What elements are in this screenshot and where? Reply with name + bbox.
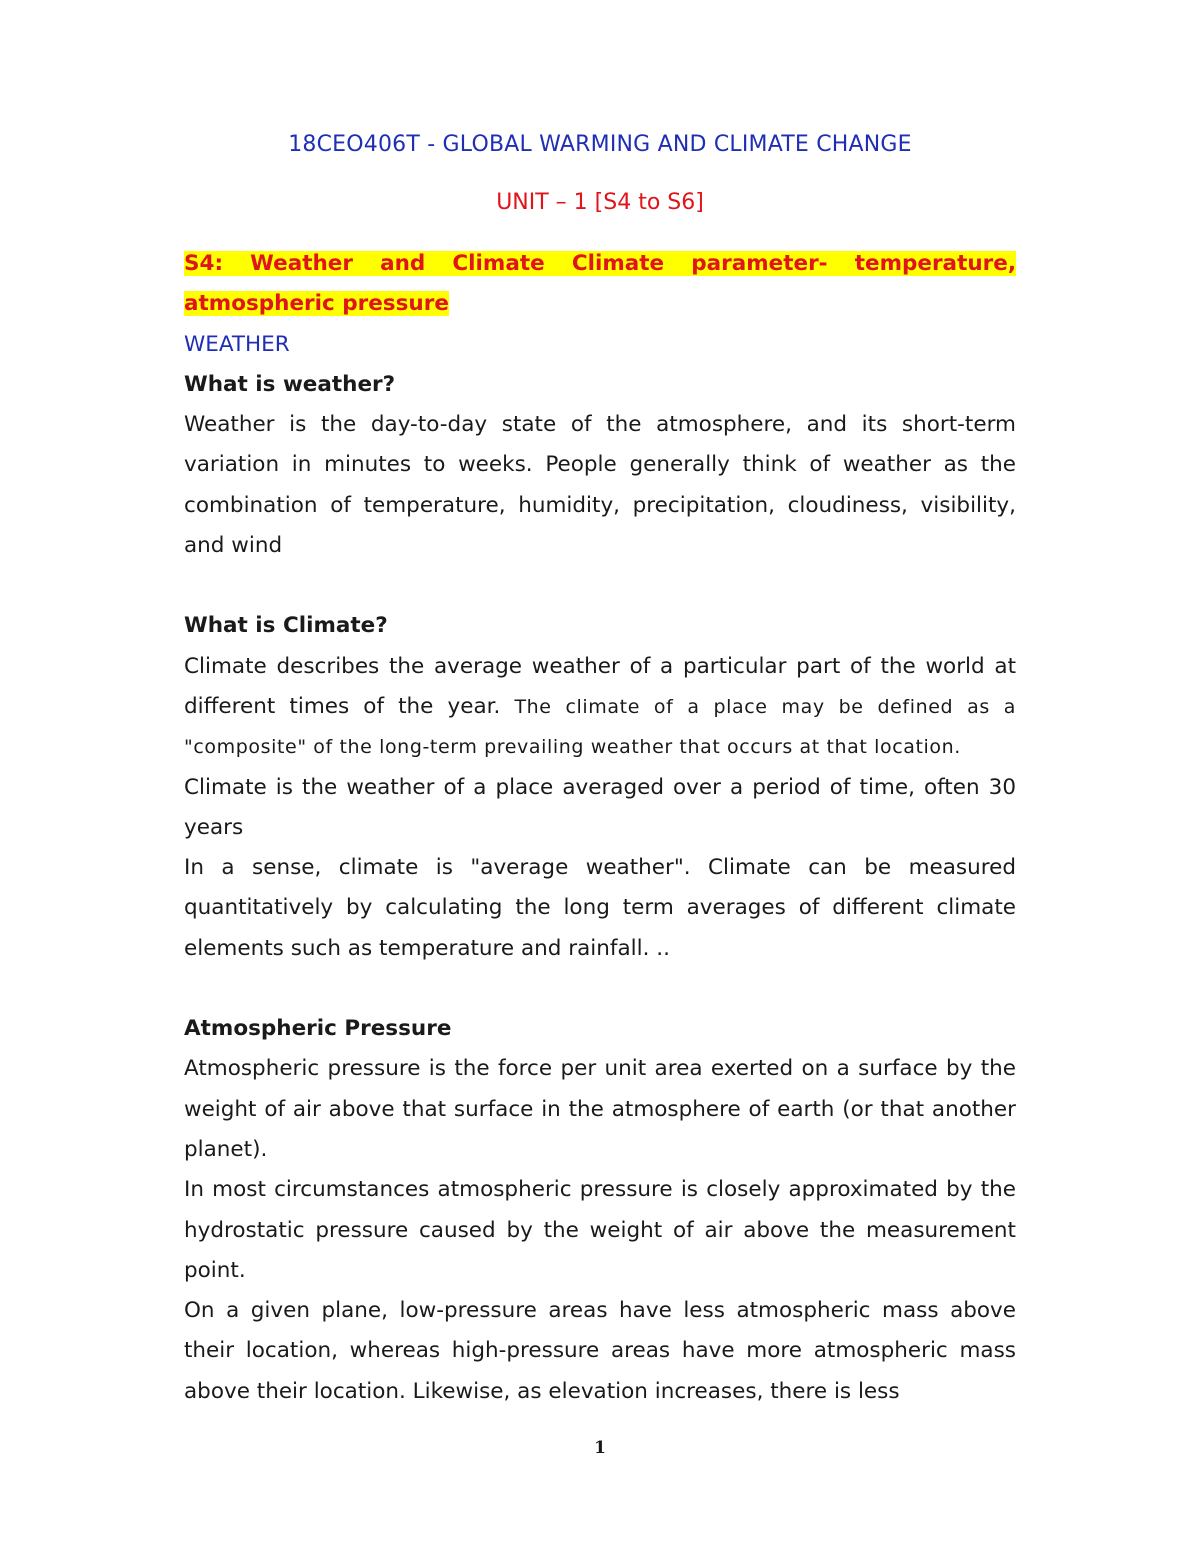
pressure-paragraph-1: Atmospheric pressure is the force per unit area exerted on a surface by the weight of air above that surface in the atmosphere of earth (or that another planet). xyxy=(184,1056,1016,1162)
climate-paragraph-3: In a sense, climate is "average weather". Climate can be measured quantitatively by calculating the long term averages of different climate elements such as temperature and rainfall. .. xyxy=(184,855,1016,961)
pressure-paragraph-2: In most circumstances atmospheric pressure is closely approximated by the hydrostatic pressure caused by the weight of air above the measurement point. xyxy=(184,1177,1016,1283)
climate-question: What is Climate? xyxy=(184,613,388,639)
spacer xyxy=(184,969,1016,1009)
weather-label: WEATHER xyxy=(184,331,290,357)
course-title: 18CEO406T - GLOBAL WARMING AND CLIMATE CHANGE xyxy=(288,132,912,157)
climate-paragraph-1-small: The climate of a place may be defined as a "composite" of the long-term prevailing weather that occurs at that location. xyxy=(184,695,1016,759)
unit-title: UNIT – 1 [S4 to S6] xyxy=(496,190,704,215)
weather-paragraph: Weather is the day-to-day state of the atmosphere, and its short-term variation in minutes to weeks. People generally think of weather as the combination of temperature, humidity, precipitation, cloudiness, visibility, and wind xyxy=(184,412,1016,559)
climate-paragraph-1 xyxy=(184,647,1016,768)
document-body xyxy=(184,244,1016,1412)
climate-paragraph-1-main: Climate describes the average weather of a particular part of the world at different times of the year. xyxy=(184,653,1016,719)
pressure-paragraph-3: On a given plane, low-pressure areas have less atmospheric mass above their location, whereas high-pressure areas have more atmospheric mass above their location. Likewise, as elevation increases, there is less xyxy=(184,1298,1016,1404)
climate-paragraph-2: Climate is the weather of a place averaged over a period of time, often 30 years xyxy=(184,774,1016,840)
section-heading-text: S4: Weather and Climate Climate parameter- temperature, atmospheric pressure xyxy=(184,251,1016,317)
section-heading xyxy=(184,244,1016,325)
pressure-heading: Atmospheric Pressure xyxy=(184,1016,452,1042)
weather-question: What is weather? xyxy=(184,371,396,397)
page-number: 1 xyxy=(594,1438,606,1458)
spacer xyxy=(184,566,1016,606)
